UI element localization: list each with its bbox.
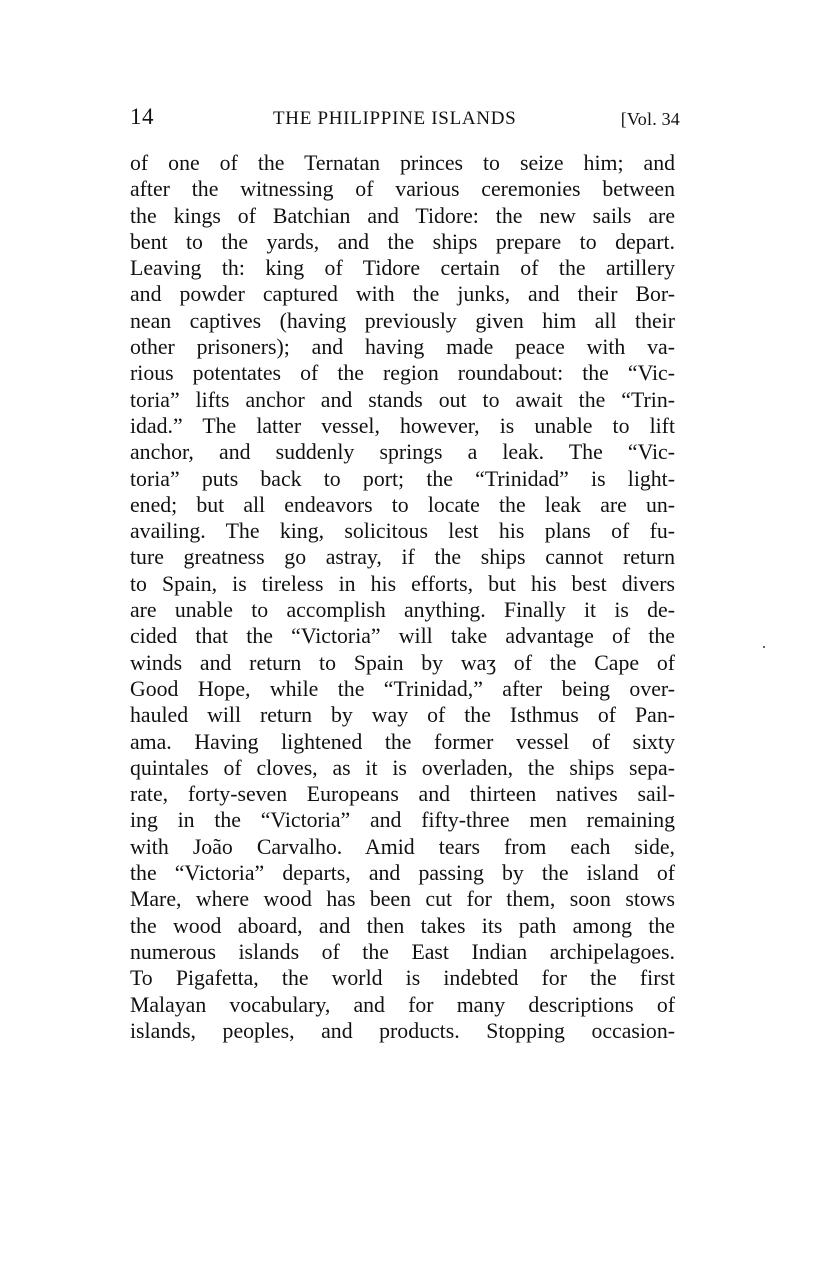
running-title: THE PHILIPPINE ISLANDS <box>273 108 517 129</box>
text-line: Mare, where wood has been cut for them, soon stows <box>130 887 675 912</box>
text-line: idad.” The latter vessel, however, is unable to lift <box>130 413 675 438</box>
text-line: to Spain, is tireless in his efforts, but his best divers <box>130 571 675 596</box>
text-line: the “Victoria” departs, and passing by the island of <box>130 861 675 886</box>
text-line: ama. Having lightened the former vessel of sixty <box>130 729 675 754</box>
text-line: rious potentates of the region roundabout: the “Vic- <box>130 361 675 386</box>
text-line: anchor, and suddenly springs a leak. The “Vic- <box>130 440 675 465</box>
text-line: ened; but all endeavors to locate the leak are un- <box>130 492 675 517</box>
text-line: ture greatness go astray, if the ships cannot return <box>130 545 675 570</box>
text-line: toria” puts back to port; the “Trinidad” is light- <box>130 466 675 491</box>
text-line: the kings of Batchian and Tidore: the new sails are <box>130 203 675 228</box>
text-line: Good Hope, while the “Trinidad,” after being over- <box>130 676 675 701</box>
text-line: cided that the “Victoria” will take advantage of the <box>130 624 675 649</box>
page-number: 14 <box>130 104 154 129</box>
text-line: other prisoners); and having made peace with va- <box>130 335 675 360</box>
text-line: rate, forty-seven Europeans and thirteen natives sail- <box>130 782 675 807</box>
text-line: quintales of cloves, as it is overladen, the ships sepa- <box>130 755 675 780</box>
text-line: are unable to accomplish anything. Finally it is de- <box>130 598 675 623</box>
text-line: availing. The king, solicitous lest his plans of fu- <box>130 519 675 544</box>
text-line: nean captives (having previously given him all their <box>130 308 675 333</box>
text-line: hauled will return by way of the Isthmus of Pan- <box>130 703 675 728</box>
text-line: bent to the yards, and the ships prepare to depart. <box>130 229 675 254</box>
page-header <box>130 102 680 132</box>
text-line: with João Carvalho. Amid tears from each side, <box>130 834 675 859</box>
text-line: winds and return to Spain by waʒ of the Cape of <box>130 650 675 675</box>
text-line: the wood aboard, and then takes its path among the <box>130 913 675 938</box>
text-line: numerous islands of the East Indian archipelagoes. <box>130 939 675 964</box>
text-line: toria” lifts anchor and stands out to await the “Trin- <box>130 387 675 412</box>
body-text <box>130 150 675 1044</box>
volume-label: [Vol. 34 <box>620 109 680 129</box>
text-line: Leaving th: king of Tidore certain of the artillery <box>130 256 675 281</box>
ink-speck <box>763 646 765 648</box>
text-line: of one of the Ternatan princes to seize him; and <box>130 151 675 175</box>
text-line: To Pigafetta, the world is indebted for the first <box>130 966 675 991</box>
text-line: and powder captured with the junks, and their Bor- <box>130 282 675 307</box>
text-line: ing in the “Victoria” and fifty-three men remaining <box>130 808 675 833</box>
text-line: Malayan vocabulary, and for many descriptions of <box>130 992 675 1017</box>
text-line: after the witnessing of various ceremonies between <box>130 177 675 202</box>
text-line: islands, peoples, and products. Stopping occasion- <box>130 1018 675 1043</box>
